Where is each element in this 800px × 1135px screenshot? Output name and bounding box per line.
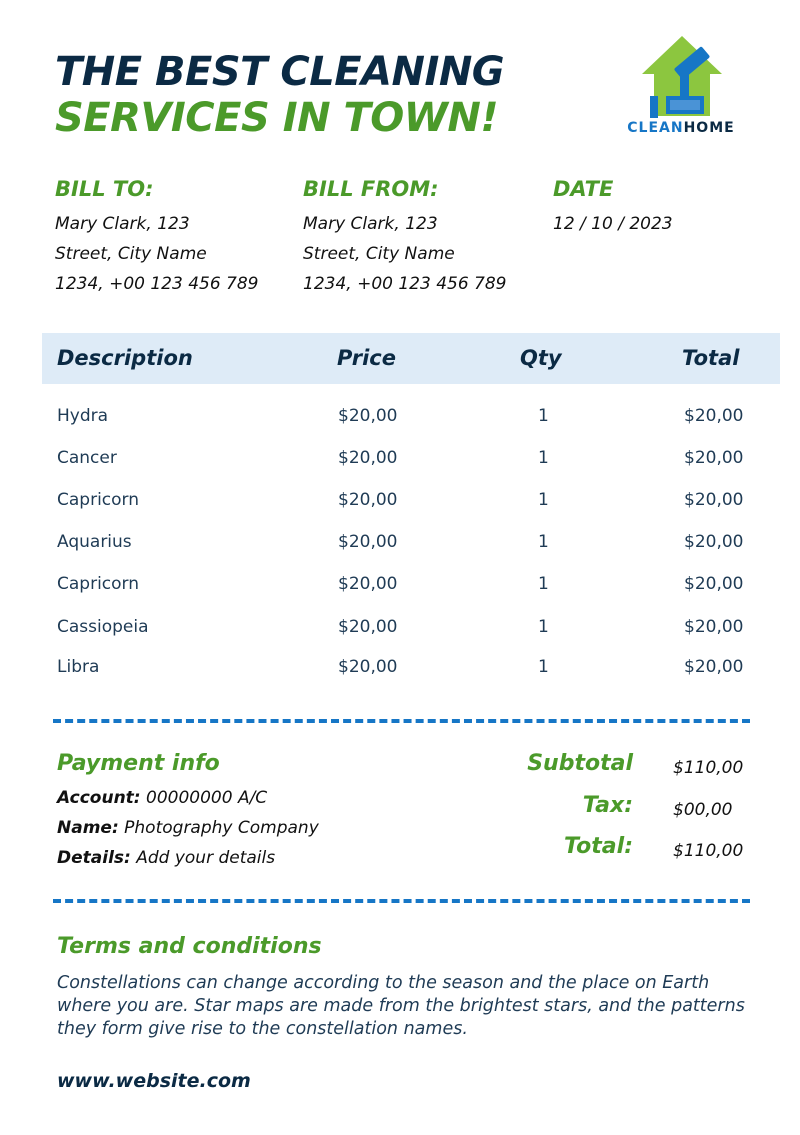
headline-line-2: SERVICES IN TOWN! [55, 95, 499, 141]
row-qty: 1 [538, 448, 549, 468]
row-total: $20,00 [684, 532, 744, 552]
row-qty: 1 [538, 657, 549, 677]
row-description: Cancer [57, 448, 117, 468]
date-value: 12 / 10 / 2023 [553, 214, 673, 234]
subtotal-value: $110,00 [673, 758, 744, 778]
row-description: Cassiopeia [57, 617, 149, 637]
bill-to-line: Street, City Name [55, 244, 207, 264]
logo-text-clean: CLEAN [627, 120, 684, 136]
row-description: Capricorn [57, 490, 140, 510]
bill-to-title: BILL TO: [55, 177, 154, 201]
terms-body: Constellations can change according to the season and the place on Earth where you are. Star maps are made from the brightest stars, and the patterns they form give rise to the constellation names. [57, 973, 745, 1039]
row-price: $20,00 [338, 574, 398, 594]
row-total: $20,00 [684, 490, 744, 510]
bill-from-address [303, 209, 507, 299]
row-price: $20,00 [338, 448, 398, 468]
row-description: Capricorn [57, 574, 140, 594]
row-total: $20,00 [684, 448, 744, 468]
payment-name-label: Name: [57, 818, 119, 838]
terms-title: Terms and conditions [57, 934, 322, 959]
bill-from-title: BILL FROM: [303, 177, 439, 201]
row-total: $20,00 [684, 574, 744, 594]
payment-name [57, 818, 319, 838]
logo-text-home: HOME [683, 120, 735, 136]
column-header-qty: Qty [520, 346, 562, 370]
tax-label: Tax: [582, 793, 633, 818]
row-price: $20,00 [338, 657, 398, 677]
row-price: $20,00 [338, 532, 398, 552]
total-value: $110,00 [673, 841, 744, 861]
payment-name-value: Photography Company [118, 818, 319, 838]
subtotal-label: Subtotal [527, 751, 633, 776]
dashed-divider [53, 719, 750, 723]
bill-from-line: Street, City Name [303, 244, 455, 264]
payment-account-label: Account: [57, 788, 141, 808]
column-header-price: Price [337, 346, 396, 370]
total-label: Total: [564, 834, 633, 859]
row-qty: 1 [538, 532, 549, 552]
row-description: Aquarius [57, 532, 132, 552]
row-qty: 1 [538, 574, 549, 594]
date-title: DATE [553, 177, 614, 201]
bill-from-line: Mary Clark, 123 [303, 214, 438, 234]
row-total: $20,00 [684, 657, 744, 677]
row-price: $20,00 [338, 406, 398, 426]
row-description: Hydra [57, 406, 109, 426]
bill-to-line: Mary Clark, 123 [55, 214, 190, 234]
payment-details [57, 848, 275, 868]
row-qty: 1 [538, 490, 549, 510]
payment-account [57, 788, 267, 808]
dashed-divider [53, 899, 750, 903]
payment-details-label: Details: [57, 848, 131, 868]
payment-details-value: Add your details [130, 848, 276, 868]
column-header-description: Description [57, 346, 193, 370]
payment-account-value: 00000000 A/C [140, 788, 268, 808]
column-header-total: Total [682, 346, 740, 370]
row-qty: 1 [538, 406, 549, 426]
tax-value: $00,00 [673, 800, 733, 820]
bill-to-line: 1234, +00 123 456 789 [55, 274, 259, 294]
row-qty: 1 [538, 617, 549, 637]
row-price: $20,00 [338, 490, 398, 510]
row-total: $20,00 [684, 617, 744, 637]
row-total: $20,00 [684, 406, 744, 426]
headline-line-1: THE BEST CLEANING [55, 49, 505, 95]
row-price: $20,00 [338, 617, 398, 637]
website-link[interactable]: www.website.com [57, 1070, 251, 1092]
payment-info-title: Payment info [57, 751, 220, 776]
bill-from-line: 1234, +00 123 456 789 [303, 274, 507, 294]
logo-wordmark [610, 120, 752, 136]
row-description: Libra [57, 657, 100, 677]
bill-to-address [55, 209, 259, 299]
